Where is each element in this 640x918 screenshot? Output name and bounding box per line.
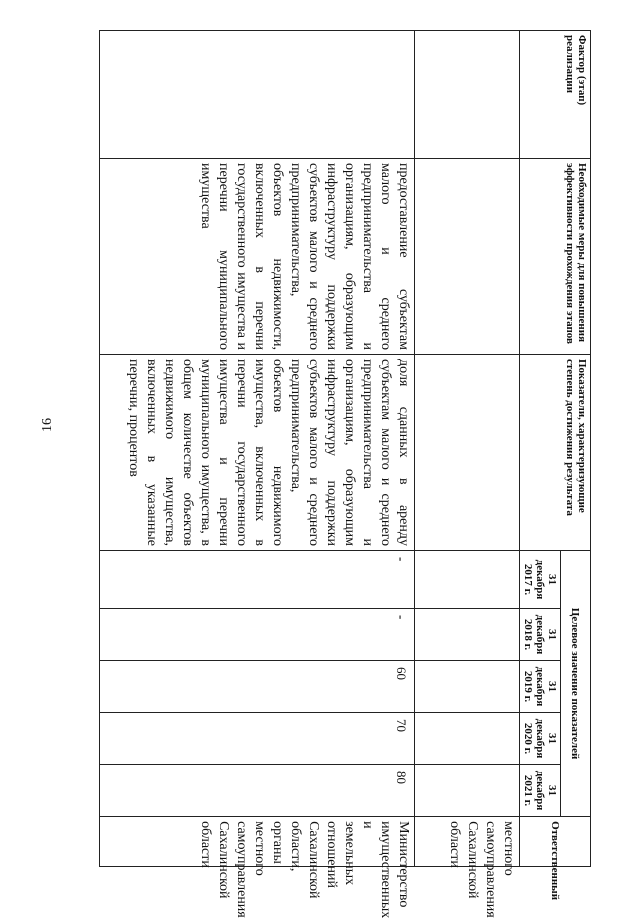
header-year-2018: 31 декабря 2018 г. (520, 609, 561, 661)
table-row (415, 31, 520, 867)
header-measures: Необходимые меры для повышения эффективности прохождения этапов (520, 159, 591, 355)
header-year-2020: 31 декабря 2020 г. (520, 713, 561, 765)
table-row (100, 31, 415, 867)
page-number: 16 (40, 418, 55, 432)
rotated-table-wrapper (99, 30, 591, 918)
cell-value-2017: - (100, 551, 415, 609)
cell-value-2021: 80 (100, 765, 415, 817)
header-factor: Фактор (этап) реализации (520, 31, 591, 159)
header-year-2021: 31 декабря 2021 г. (520, 765, 561, 817)
target-indicators-table (99, 30, 591, 918)
header-indicators: Показатели, характеризующие степень достижения результата (520, 355, 591, 551)
header-target-values: Целевое значение показателей (561, 551, 591, 817)
header-responsible: Ответственный (520, 817, 591, 867)
cell-responsible-continued: местного самоуправления Сахалинской области (415, 817, 520, 867)
cell-measures: предоставление субъектам малого и среднего предпринимательства и организациям, образующим инфраструктуру поддержки субъектов малого и среднего предпринимательства, объектов недвижимости, включенных в перечни государственного имущества и перечни муниципального имущества (100, 159, 415, 355)
cell-indicator: доля сданных в аренду субъектам малого и среднего предпринимательства и организациям, образующим инфраструктуру поддержки субъектов малого и среднего предпринимательства, объектов недвижимого имущества, включенных в перечни государственного имущества и перечни муниципального имущества, в общем количестве объектов недвижимого имущества, включенных в указанные перечни, процентов (100, 355, 415, 551)
cell-value-2020: 70 (100, 713, 415, 765)
header-year-2017: 31 декабря 2017 г. (520, 551, 561, 609)
cell-value-2018: - (100, 609, 415, 661)
cell-value-2019: 60 (100, 661, 415, 713)
cell-responsible: Министерство имущественных и земельных отношений Сахалинской области, органы местного самоуправления Сахалинской области (100, 817, 415, 867)
header-year-2019: 31 декабря 2019 г. (520, 661, 561, 713)
cell-factor (100, 31, 415, 159)
